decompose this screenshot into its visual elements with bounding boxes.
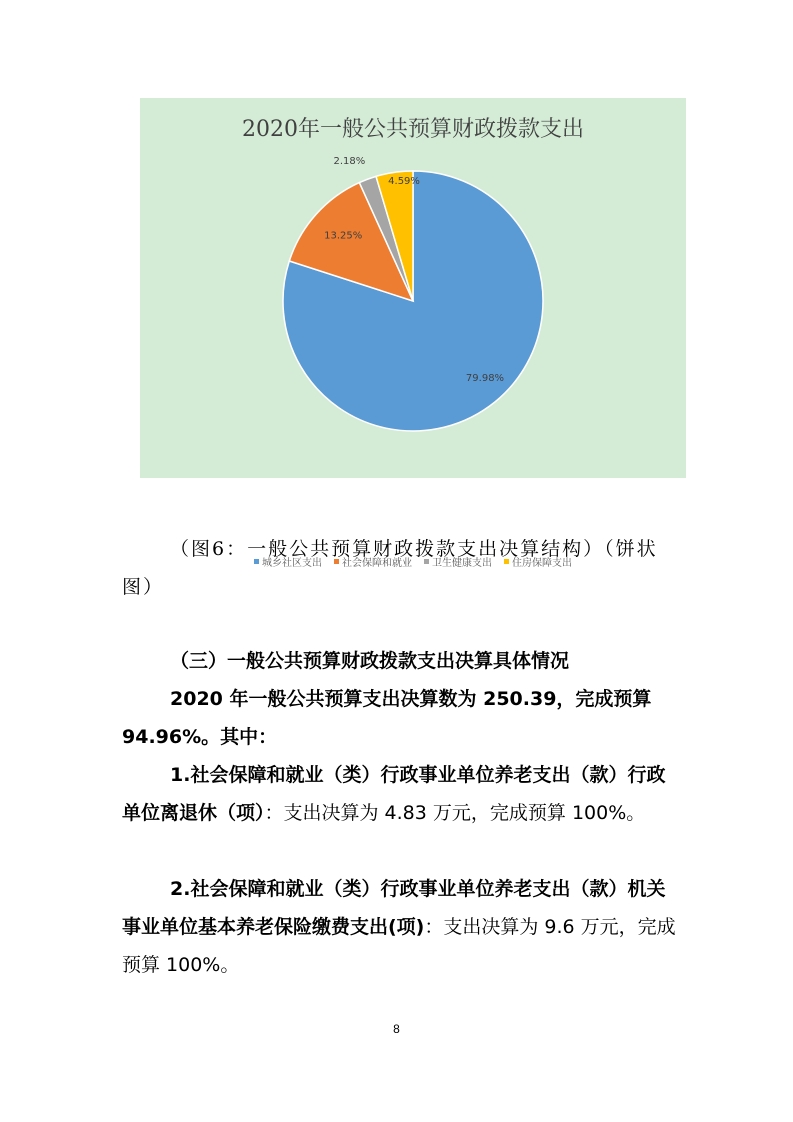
item-1-text: ：支出决算为 4.83 万元，完成预算 100%。	[264, 802, 646, 824]
pie-data-label-4: 4.59%	[388, 176, 420, 188]
list-item-2	[122, 870, 682, 984]
legend-label-1: 城乡社区支出	[262, 558, 322, 569]
pie-data-label-1: 79.98%	[465, 373, 505, 384]
figure-caption: （图6：一般公共预算财政拨款支出决算结构）（饼状图）	[122, 538, 658, 598]
legend-label-2: 社会保障和就业	[342, 558, 412, 569]
item-2-text: ：支出决算为 9.6 万元，完成预算 100%。	[122, 916, 676, 976]
item-1-heading: 1.社会保障和就业（类）行政事业单位养老支出（款）行政单位离退休（项）	[122, 764, 666, 824]
item-2-heading: 2.社会保障和就业（类）行政事业单位养老支出（款）机关事业单位基本养老保险缴费支出(项)	[122, 878, 666, 938]
pie-data-label-2: 13.25%	[324, 230, 363, 242]
section-heading: （三）一般公共预算财政拨款支出决算具体情况	[170, 650, 570, 672]
pie-chart	[140, 98, 686, 569]
list-item-1	[122, 756, 682, 832]
pie-svg	[140, 98, 686, 478]
legend-label-4: 住房保障支出	[512, 558, 572, 569]
legend-label-3: 卫生健康支出	[432, 558, 492, 569]
pie-data-label-3: 2.18%	[333, 155, 366, 167]
paragraph-summary: 2020 年一般公共预算支出决算数为 250.39，完成预算 94.96%。其中：	[122, 688, 652, 748]
page-number: 8	[393, 1022, 400, 1036]
chart-title: 2020年一般公共预算财政拨款支出	[242, 117, 584, 142]
